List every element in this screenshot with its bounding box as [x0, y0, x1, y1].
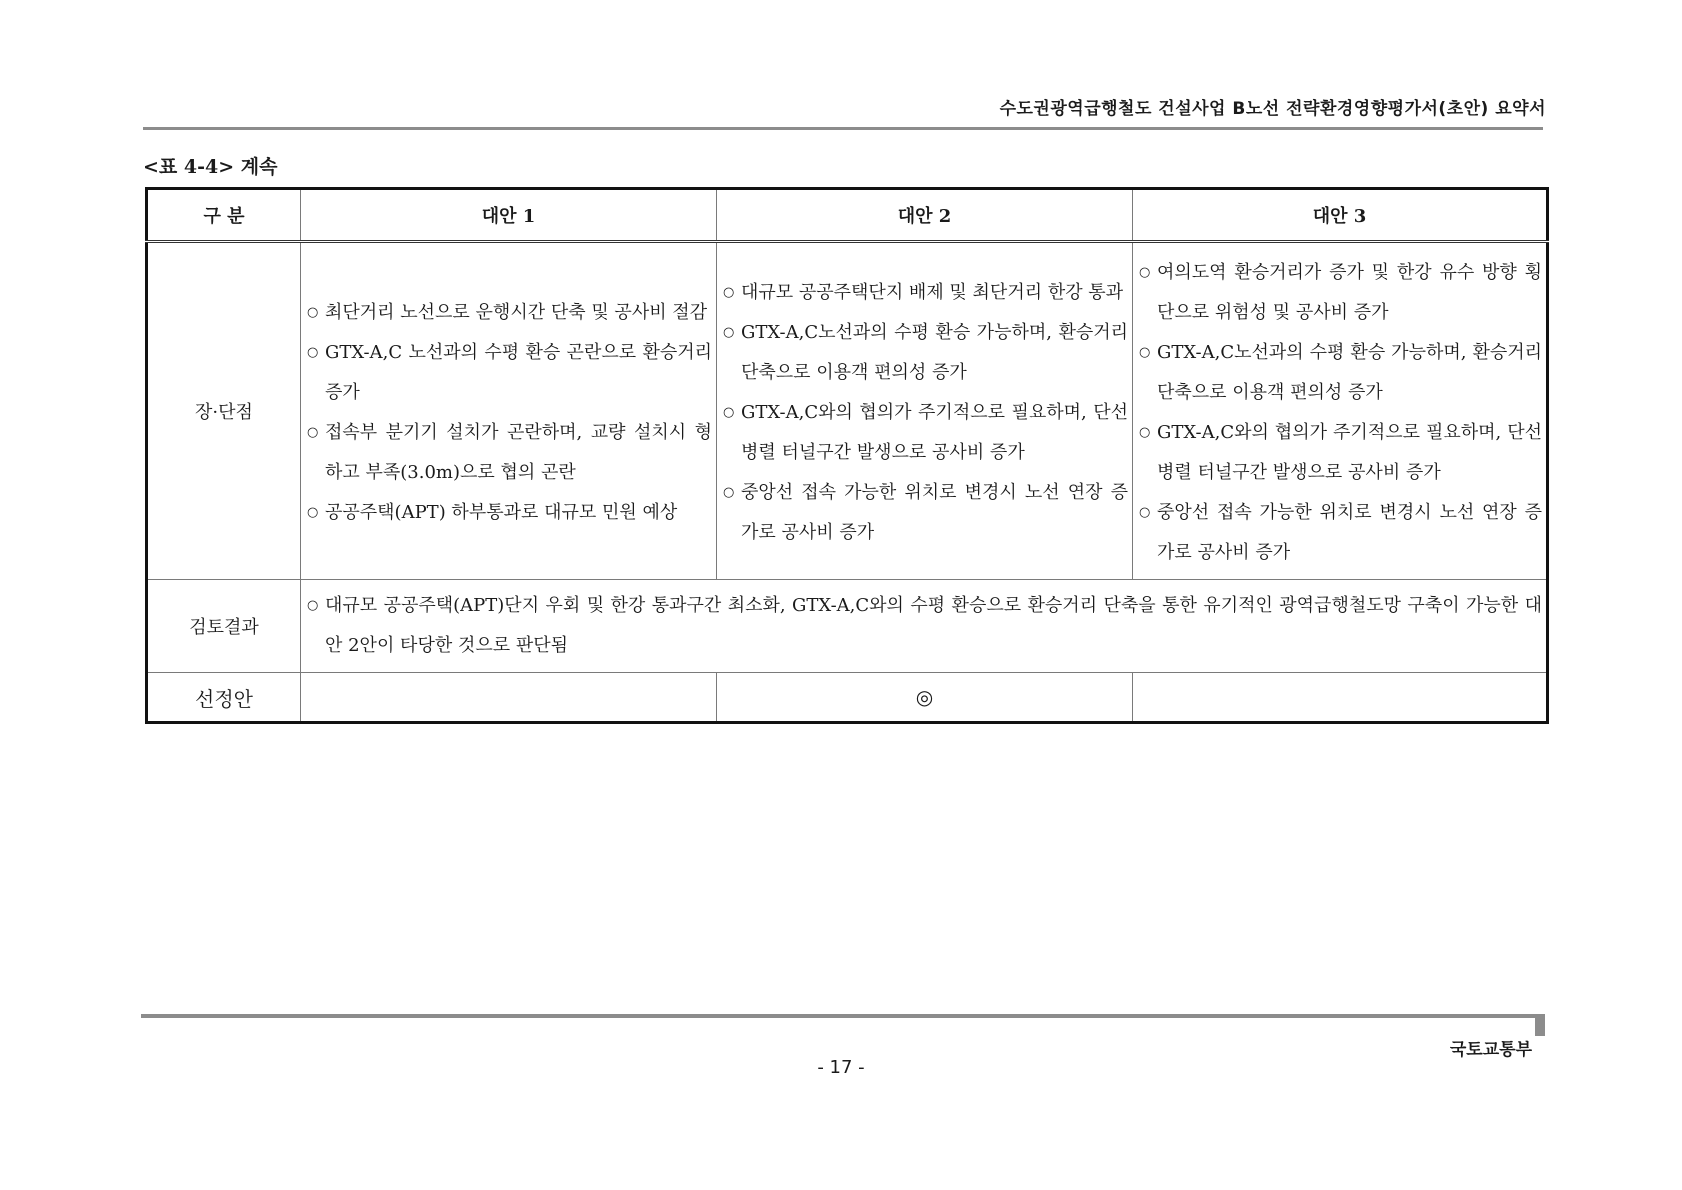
review-text: ○ 대규모 공공주택(APT)단지 우회 및 한강 통과구간 최소화, GTX-A,C와의 수평 환승으로 환승거리 단축을 통한 유기적인 광역급행철도망 구축이 가능한 대안 2안이 타당한 것으로 판단됨	[307, 586, 1542, 666]
table-caption: <표 4-4> 계속	[143, 156, 278, 178]
list-item: ○ 중앙선 접속 가능한 위치로 변경시 노선 연장 증가로 공사비 증가	[1139, 493, 1542, 573]
list-item: ○ 여의도역 환승거리가 증가 및 한강 유수 방향 횡단으로 위험성 및 공사비 증가	[1139, 253, 1542, 333]
list-item: ○ GTX-A,C와의 협의가 주기적으로 필요하며, 단선병렬 터널구간 발생으로 공사비 증가	[723, 393, 1128, 473]
list-item: ○ 중앙선 접속 가능한 위치로 변경시 노선 연장 증가로 공사비 증가	[723, 473, 1128, 553]
alt2-pros-cons-cell	[717, 242, 1133, 580]
table-row-selected	[147, 673, 1548, 723]
review-result-cell	[301, 580, 1548, 673]
table-header-row	[147, 189, 1548, 242]
document-title: 수도권광역급행철도 건설사업 B노선 전략환경영향평가서(초안) 요약서	[999, 99, 1546, 119]
list-item: ○ 접속부 분기기 설치가 곤란하며, 교량 설치시 형하고 부족(3.0m)으로 협의 곤란	[307, 413, 712, 493]
list-item: ○ 최단거리 노선으로 운행시간 단축 및 공사비 절감	[307, 293, 712, 333]
alt3-selected-cell	[1133, 673, 1548, 723]
col-header-alt3: 대안 3	[1133, 189, 1548, 242]
footer-rule-tab	[1535, 1014, 1545, 1036]
list-item: ○ GTX-A,C노선과의 수평 환승 가능하며, 환승거리 단축으로 이용객 편의성 증가	[723, 313, 1128, 393]
list-item: ○ GTX-A,C와의 협의가 주기적으로 필요하며, 단선병렬 터널구간 발생으로 공사비 증가	[1139, 413, 1542, 493]
alternatives-table	[145, 187, 1549, 724]
list-item: ○ 대규모 공공주택단지 배제 및 최단거리 한강 통과	[723, 273, 1128, 313]
row-label-selected: 선정안	[147, 673, 301, 723]
table-row-review	[147, 580, 1548, 673]
alt3-pros-cons-cell	[1133, 242, 1548, 580]
footer-rule	[141, 1014, 1541, 1018]
list-item: ○ 공공주택(APT) 하부통과로 대규모 민원 예상	[307, 493, 712, 533]
page-number: - 17 -	[817, 1057, 865, 1078]
header-rule	[143, 127, 1543, 130]
list-item: ○ GTX-A,C 노선과의 수평 환승 곤란으로 환승거리 증가	[307, 333, 712, 413]
col-header-alt2: 대안 2	[717, 189, 1133, 242]
alt1-selected-cell	[301, 673, 717, 723]
table-row-pros-cons	[147, 242, 1548, 580]
col-header-alt1: 대안 1	[301, 189, 717, 242]
list-item: ○ GTX-A,C노선과의 수평 환승 가능하며, 환승거리 단축으로 이용객 편의성 증가	[1139, 333, 1542, 413]
alt1-pros-cons-cell	[301, 242, 717, 580]
alt2-selected-mark: ◎	[717, 673, 1133, 723]
col-header-category: 구 분	[147, 189, 301, 242]
row-label-review: 검토결과	[147, 580, 301, 673]
row-label-pros-cons: 장·단점	[147, 242, 301, 580]
ministry-name: 국토교통부	[1449, 1040, 1532, 1060]
